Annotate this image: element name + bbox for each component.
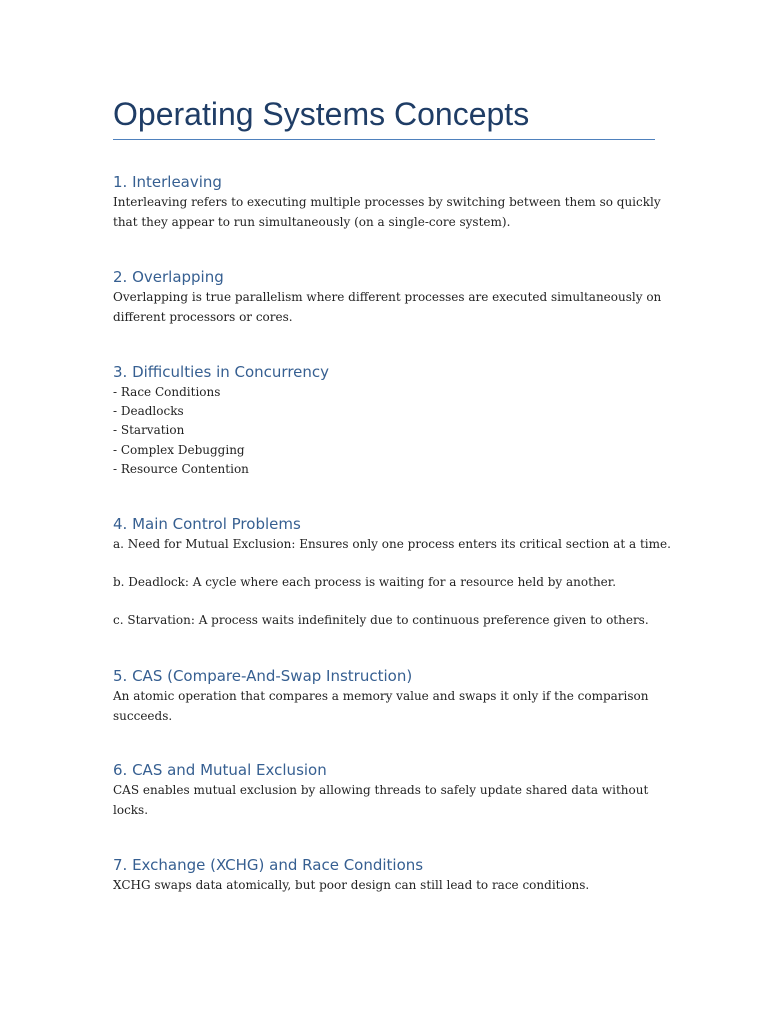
document-title: Operating Systems Concepts [113, 96, 530, 132]
section-heading: 1. Interleaving [113, 173, 222, 191]
text-line: that they appear to run simultaneously (on a single-core system). [113, 214, 511, 229]
list-item: - Race Conditions [113, 385, 221, 399]
section-overlapping [113, 266, 662, 327]
section-heading: 7. Exchange (XCHG) and Race Conditions [113, 856, 424, 874]
section-heading: 2. Overlapping [113, 268, 224, 286]
list-item: c. Starvation: A process waits indefinitely due to continuous preference given to others. [113, 613, 649, 627]
text-line: CAS enables mutual exclusion by allowing threads to safely update shared data without [113, 783, 649, 797]
section-interleaving [113, 171, 661, 232]
section-text [113, 687, 655, 726]
list-item: - Resource Contention [113, 461, 249, 476]
text-line: Interleaving refers to executing multiple processes by switching between them so quickly [113, 195, 661, 209]
list-item: - Complex Debugging [113, 442, 245, 457]
section-difficulties [113, 361, 655, 479]
section-xchg [113, 854, 655, 896]
section-heading: 5. CAS (Compare-And-Swap Instruction) [113, 667, 413, 685]
section-text [113, 288, 662, 327]
list-item: - Starvation [113, 423, 185, 438]
text-line: locks. [113, 802, 149, 817]
text-line: Overlapping is true parallelism where different processes are executed simultaneously on [113, 290, 662, 304]
section-text [113, 781, 655, 820]
section-heading: 3. Difficulties in Concurrency [113, 363, 330, 381]
list-item: b. Deadlock: A cycle where each process is waiting for a resource held by another. [113, 575, 617, 589]
text-line: XCHG swaps data atomically, but poor design can still lead to race conditions. [113, 878, 590, 892]
section-cas [113, 665, 655, 726]
list-item: a. Need for Mutual Exclusion: Ensures only one process enters its critical section at a time. [113, 537, 671, 551]
list-item: - Deadlocks [113, 404, 184, 419]
section-heading: 6. CAS and Mutual Exclusion [113, 761, 327, 779]
section-control-problems [113, 513, 671, 631]
section-text [113, 193, 661, 232]
difficulties-list [113, 383, 655, 479]
section-heading: 4. Main Control Problems [113, 515, 301, 533]
section-cas-mutual-exclusion [113, 759, 655, 820]
title-underline [113, 139, 655, 140]
section-text [113, 876, 655, 896]
text-line: succeeds. [113, 708, 173, 723]
text-line: different processors or cores. [113, 309, 293, 324]
control-problems-list [113, 535, 671, 631]
text-line: An atomic operation that compares a memory value and swaps it only if the comparison [113, 689, 649, 703]
